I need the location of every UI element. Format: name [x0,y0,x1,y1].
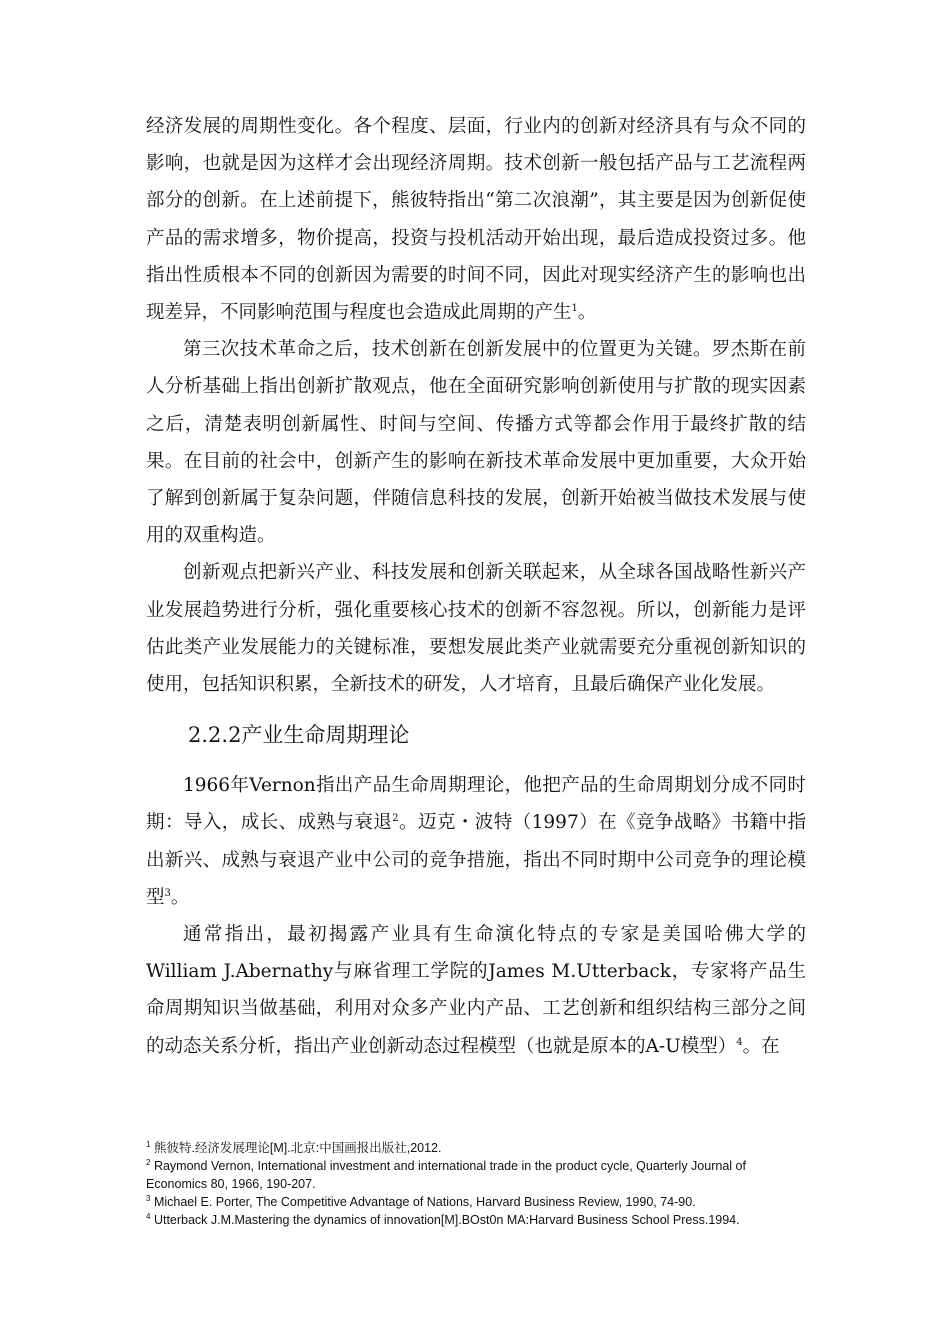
section-heading: 2.2.2产业生命周期理论 [188,723,410,748]
footnote-number: 1 [146,1139,151,1149]
footnote-text: Michael E. Porter, The Competitive Advantage of Nations, Harvard Business Review, 1990, 74-90. [153,1195,696,1209]
paragraph-4-text-a: 1966年Vernon指出产品生命周期理论，他把产品的生命周期划分成不同时期：导入，成长、成熟与衰退 [146,775,806,834]
paragraph-4 [146,767,806,916]
footnote-ref-2[interactable]: 2 [392,813,399,825]
footnote-ref-1[interactable]: 1 [571,302,578,314]
footnote-1 [146,1139,806,1157]
body-text [146,108,806,1065]
footnote-text: 熊彼特.经济发展理论[M].北京:中国画报出版社,2012. [153,1141,442,1155]
paragraph-2-text: 第三次技术革命之后，技术创新在创新发展中的位置更为关键。罗杰斯在前人分析基础上指出创新扩散观点，他在全面研究影响创新使用与扩散的现实因素之后，清楚表明创新属性、时间与空间、传播方式等都会作用于最终扩散的结果。在目前的社会中，创新产生的影响在新技术革命发展中更加重要，大众开始了解到创新属于复杂问题，伴随信息科技的发展，创新开始被当做技术发展与使用的双重构造。 [146,339,806,547]
footnote-number: 3 [146,1193,151,1203]
paragraph-4-tail: 。 [170,886,190,908]
footnote-2 [146,1157,806,1193]
paragraph-1-text: 经济发展的周期性变化。各个程度、层面，行业内的创新对经济具有与众不同的影响，也就是因为这样才会出现经济周期。技术创新一般包括产品与工艺流程两部分的创新。在上述前提下，熊彼特指出“第二次浪潮”，其主要是因为创新促使产品的需求增多，物价提高，投资与投机活动开始出现，最后造成投资过多。他指出性质根本不同的创新因为需要的时间不同，因此对现实经济产生的影响也出现差异，不同影响范围与程度也会造成此周期的产生 [146,116,806,324]
footnote-ref-4[interactable]: 4 [736,1036,743,1048]
footnote-4 [146,1211,806,1229]
paragraph-5-tail: 。在 [742,1035,780,1057]
paragraph-1 [146,108,806,331]
footnote-number: 2 [146,1157,151,1167]
paragraph-3 [146,554,806,703]
paragraph-1-tail: 。 [577,302,597,324]
paragraph-2 [146,331,806,554]
footnote-text: Utterback J.M.Mastering the dynamics of innovation[M].BOst0n MA:Harvard Business School Press.1994. [153,1213,740,1227]
footnote-text: Raymond Vernon, International investment and international trade in the product cycle, Quarterly Journal of Economics 80, 1966, 190-207. [146,1159,746,1191]
footnote-3 [146,1193,806,1211]
footnote-number: 4 [146,1211,151,1221]
footnote-ref-3[interactable]: 3 [164,887,171,899]
paragraph-5-text: 通常指出，最初揭露产业具有生命演化特点的专家是美国哈佛大学的William J.Abernathy与麻省理工学院的James M.Utterback，专家将产品生命周期知识当做基础，利用对众多产业内产品、工艺创新和组织结构三部分之间的动态关系分析，指出产业创新动态过程模型（也就是原本的A-U模型） [146,924,806,1057]
footnotes [146,1139,806,1229]
paragraph-4-text-b: 。迈克・波特（1997）在《竞争战略》书籍中指出新兴、成熟与衰退产业中公司的竞争措施，指出不同时期中公司竞争的理论模型 [146,812,806,908]
paragraph-5 [146,916,806,1065]
paragraph-3-text: 创新观点把新兴产业、科技发展和创新关联起来，从全球各国战略性新兴产业发展趋势进行分析，强化重要核心技术的创新不容忽视。所以，创新能力是评估此类产业发展能力的关键标准，要想发展此类产业就需要充分重视创新知识的使用，包括知识积累，全新技术的研发，人才培育，且最后确保产业化发展。 [146,562,806,696]
